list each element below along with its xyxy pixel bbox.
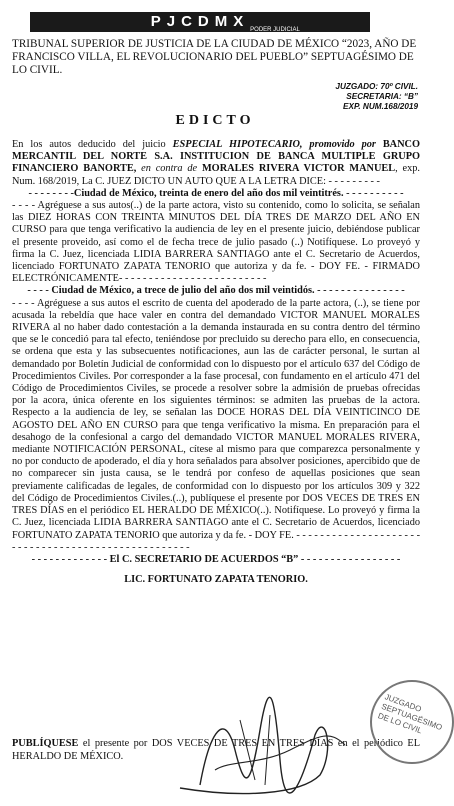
date-2-text: - - - - Ciudad de México, a trece de julio del año dos mil veintidós. - - - - - - - - - - - - - - - [27,285,405,297]
secretario-name [12,574,420,586]
intro-text-c: BANCO MERCANTIL DEL NORTE S.A. INSTITUCION DE BANCA MULTIPLE GRUPO FINANCIERO BANORTE, [12,139,421,175]
intro-text-a: En los autos deducido del juicio [12,139,173,150]
document-title: EDICTO [175,113,255,128]
intro-text-f: , exp. Num. 168/2019, La C. JUEZ DICTO UN AUTO QUE A LA LETRA DICE: - - - - - - - - - [12,163,420,187]
expediente-line: EXP. NUM.168/2019 [343,102,418,111]
case-info [218,82,418,112]
intro-text-b: ESPECIAL HIPOTECARIO, promovido por [172,139,376,150]
date-1-text: - - - - - - - -Ciudad de México, treinta de enero del año dos mil veintitrés. - - - - - - - - - - [28,187,404,199]
date-line-1 [12,188,420,200]
juzgado-line: JUZGADO: 70º CIVIL. [335,82,418,91]
banner-subtitle: PODER JUDICIAL [250,27,300,33]
intro-text-e: MORALES RIVERA VICTOR MANUEL [201,163,396,175]
paragraph-3: - - - - Agréguese a sus autos el escrito de cuenta del apoderado de la parte actora, (..), se tiene por acusada la rebeldía que hace valer en contra del demandado VICTOR MANUEL MORALES RIVERA al no haber dado contestación a la demanda instaurada en su contra dentro del término que se le concedió para tal efecto, teniéndose por precluido su derecho para ello, en consecuencia, se ordena que esta y las subsecuentes notificaciones, aun las de carácter personal, le surtan al demandado por Boletín Judicial de conformidad con lo dispuesto por el artículo 637 del Código de Procedimientos Civiles. Por corresponder a la fase procesal, con fundamento en el artículo 471 del Código de Procedimientos Civiles, se procede a resolver sobre la admisión de pruebas ofrecidas por la acora, única oferente en los siguientes términos: se admiten las pruebas de la actora. Respecto a la audiencia de ley, se señalan las DOCE HORAS DEL DÍA VEINTICINCO DE AGOSTO DEL AÑO EN CURSO para que tenga verificativo la misma. En preparación para el desahogo de la confesional a cargo del demandado VICTOR MANUEL MORALES RIVERA, mediante NOTIFICACIÓN PERSONAL, cítese al mismo para que comparezca personalmente y no por conducto de apoderado, el día y hora señalados para absolver posiciones, apercibido que de no comparecer sin justa causa, se le tendrá por confeso de aquellas posiciones que sean previamente calificadas de legales, de conformidad con lo dispuesto por los artículos 309 y 322 del Código de Procedimientos Civiles.(..), publíquese el presente por DOS VECES DE TRES EN TRES DÍAS en el periódico EL HERALDO DE MÉXICO(..). Notifíquese. Lo proveyó y firma la C. Juez, licenciada LIDIA BARRERA SANTIAGO ante el C. Secretario de Acuerdos, licenciado FORTUNATO ZAPATA TENORIO que autoriza y da fe. - DOY FE. - - - - - - - - - - - - - - - - - - - - - - - - - - - - - - - - - - - - - - - - - - - - - - - - - - - [12,297,420,553]
intro-text-d: en contra de [136,163,202,175]
secretario-text: - - - - - - - - - - - - - El C. SECRETARIO DE ACUERDOS “B” - - - - - - - - - - - - - - - - - [31,553,401,565]
publiquese-label: PUBLÍQUESE [12,738,79,749]
document-body [12,139,420,586]
publication-text: el presente por DOS VECES DE TRES EN TRES DÍAS en el periódico EL HERALDO DE MÉXICO. [12,738,420,762]
handwritten-signature [140,690,360,800]
court-seal-text: JUZGADO SEPTUAGÉSIMO DE LO CIVIL [376,692,444,736]
tribunal-heading: TRIBUNAL SUPERIOR DE JUSTICIA DE LA CIUDAD DE MÉXICO “2023, AÑO DE FRANCISCO VILLA, EL REVOLUCIONARIO DEL PUEBLO” SEPTUAGÉSIMO DE LO CIVIL. [12,38,417,76]
intro-paragraph [12,139,420,188]
banner-text: PJCDMX [150,13,250,30]
secretario-name-text: LIC. FORTUNATO ZAPATA TENORIO. [124,574,308,586]
paragraph-2: - - - - Agréguese a sus autos(..) de la parte actora, visto su contenido, como lo solicita, se señalan las DIEZ HORAS CON TREINTA MINUTOS DEL DÍA TRES DE MARZO DEL AÑO EN CURSO para que tenga verificativo la audiencia de ley en el presente juicio, debiéndose publicar el presente proveido, así como el de fecha trece de julio pasado (..) Notifíquese. Lo proveyó y firma la C. Juez, licenciada LIDIA BARRERA SANTIAGO ante el C. Secretario de Acuerdos, licenciado FORTUNATO ZAPATA TENORIO que autoriza y da fe. - DOY FE. - FIRMADO ELECTRÓNICAMENTE- - - - - - - - - - - - - - - - - - - - - - - - - [12,200,420,285]
date-line-2 [12,285,420,297]
secretario-line [12,554,420,566]
secretaria-line: SECRETARIA: “B” [346,92,418,101]
